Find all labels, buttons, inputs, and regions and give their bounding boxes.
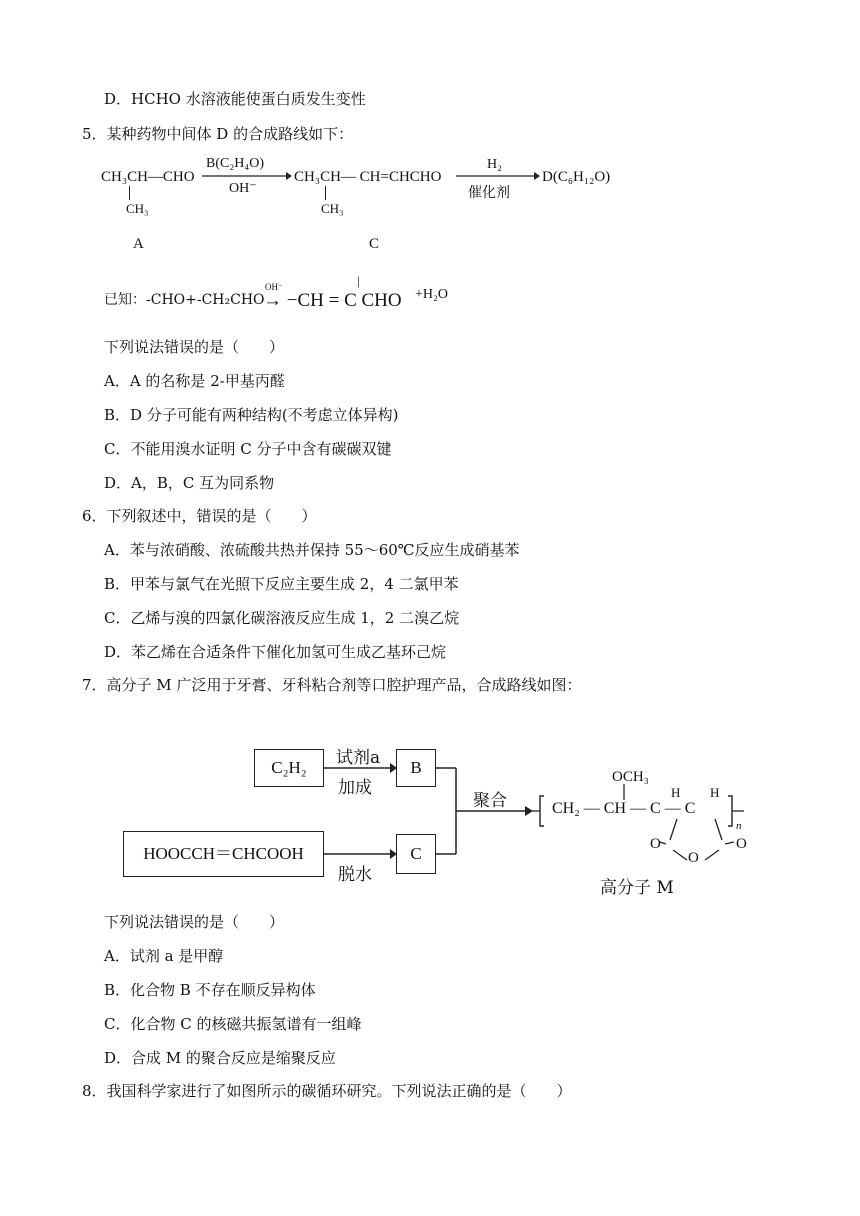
box-c2h2: C₂H₂ [254,749,324,787]
q5-option-c: C．不能用溴水证明 C 分子中含有碳碳双键 [104,440,392,458]
arrow2-catalyst: 催化剂 [468,185,510,201]
known-condition: OH⁻ [265,282,283,292]
compound-c-formula: CH₃CH— CH=CHCHO [294,169,442,185]
polymer-o-left: O [650,836,661,852]
known-byproduct: +H₂O [415,287,448,302]
q7-option-b: B．化合物 B 不存在顺反异构体 [104,981,316,999]
q7-question: 下列说法错误的是（ ） [104,913,285,931]
arrow-to-polymer-icon [525,806,533,816]
compound-c-branch: CH₃ [321,201,344,216]
q6-option-b: B．甲苯与氯气在光照下反应主要生成 2，4 二氯甲苯 [104,575,459,593]
arrow1-condition: OH⁻ [229,181,257,196]
q5-stem: 5．某种药物中间体 D 的合成路线如下： [82,125,354,143]
q4-option-d: D．HCHO 水溶液能使蛋白质发生变性 [104,90,366,108]
known-reactants: 已知：-CHO+-CH₂CHO [104,292,265,308]
reagent-a-label: 试剂a [336,748,381,768]
q8-stem: 8．我国科学家进行了如图所示的碳循环研究。下列说法正确的是（ ） [82,1082,572,1100]
compound-a-branch: CH₃ [126,201,149,216]
q6-stem: 6．下列叙述中，错误的是（ ） [82,507,317,525]
box-b: B [396,749,436,787]
q6-option-c: C．乙烯与溴的四氯化碳溶液反应生成 1，2 二溴乙烷 [104,609,460,627]
known-bond-mark: | [357,273,360,288]
compound-c-bond [325,186,326,200]
arrow-to-c-icon [390,849,397,859]
polymer-o-right: O [736,836,747,852]
box-maleic-acid: HOOCCH＝CHCOOH [123,831,324,877]
polymer-och3: OCH₃ [612,769,649,785]
compound-a-formula: CH₃CH—CHO [101,169,195,185]
q5-question: 下列说法错误的是（ ） [104,338,285,356]
q7-stem: 7．高分子 M 广泛用于牙膏、牙科粘合剂等口腔护理产品，合成路线如图： [82,676,582,694]
label-c: C [369,236,380,252]
bracket-left [540,796,544,826]
arrow1-reagent: B(C₂H₄O) [206,156,264,171]
q7-option-c: C．化合物 C 的核磁共振氢谱有一组峰 [104,1015,362,1033]
label-a: A [133,236,144,252]
polymer-chain: CH₂ — CH — C — C [552,800,696,817]
compound-a-bond [129,186,130,200]
arrow-to-b-icon [390,763,397,773]
q5-option-a: A．A 的名称是 2-甲基丙醛 [104,372,285,390]
polymer-n: n [736,820,742,832]
dehydration-label: 脱水 [338,865,372,885]
polymer-name: 高分子 M [600,878,674,898]
q5-option-d: D．A，B，C 互为同系物 [104,474,275,492]
q5-option-b: B．D 分子可能有两种结构(不考虑立体异构) [104,406,399,424]
addition-label: 加成 [338,778,372,798]
polymer-o-mid: O [688,850,699,866]
arrow2-reagent: H₂ [487,157,502,172]
q7-option-d: D．合成 M 的聚合反应是缩聚反应 [104,1049,336,1067]
polymer-h-right: H [710,785,720,800]
q7-option-a: A．试剂 a 是甲醇 [104,947,224,965]
known-product: → −CH = C CHO [263,290,402,311]
box-c: C [396,834,436,874]
arrow2-icon [456,170,540,182]
polymer-h-left: H [671,785,681,800]
bracket-right [728,796,732,826]
q6-option-d: D．苯乙烯在合适条件下催化加氢可生成乙基环己烷 [104,643,447,661]
polymerization-label: 聚合 [473,791,507,811]
compound-d-formula: D(C₆H₁₂O) [542,169,611,185]
q6-option-a: A．苯与浓硝酸、浓硫酸共热并保持 55～60℃反应生成硝基苯 [104,541,520,559]
